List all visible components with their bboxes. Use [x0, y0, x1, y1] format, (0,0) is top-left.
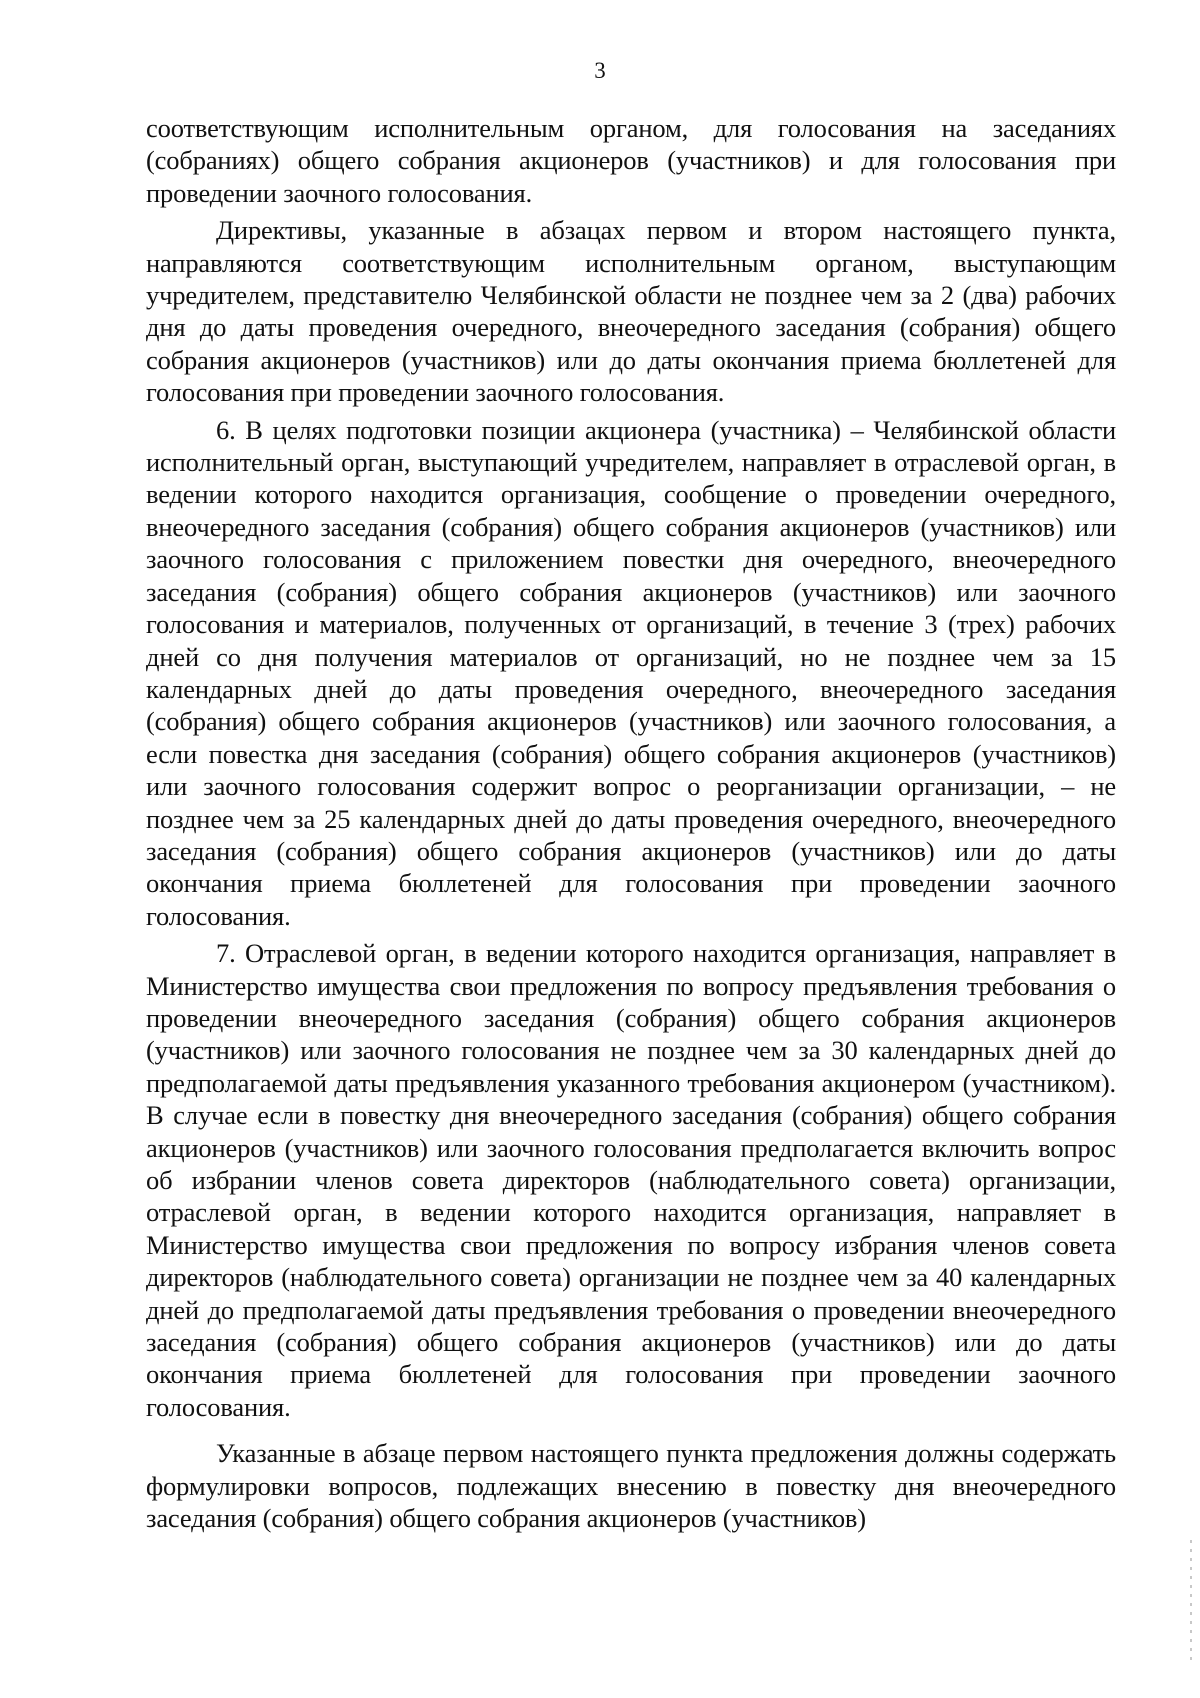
scan-edge-marks: [1190, 1540, 1192, 1660]
paragraph-continuation: соответствующим исполнительным органом, для голосования на заседаниях (собраниях) общего собрания акционеров (участников) и для голосования при проведении заочного голосования.: [146, 113, 1116, 208]
paragraph-directives: Директивы, указанные в абзацах первом и втором настоящего пункта, направляются соответствующим исполнительным органом, выступающим учредителем, представителю Челябинской области не позднее чем за 2 (два) рабочих дня до даты проведения очередного, внеочередного заседания (собрания) общего собрания акционеров (участников) или до даты окончания приема бюллетеней для голосования при проведении заочного голосования.: [146, 215, 1116, 408]
document-body: [146, 112, 1116, 1534]
paragraph-item-6: 6. В целях подготовки позиции акционера (участника) – Челябинской области исполнительный орган, выступающий учредителем, направляет в отраслевой орган, в ведении которого находится организация, сообщение о проведении очередного, внеочередного заседания (собрания) общего собрания акционеров (участников) или заочного голосования с приложением повестки дня очередного, внеочередного заседания (собрания) общего собрания акционеров (участников) или заочного голосования и материалов, полученных от организаций, в течение 3 (трех) рабочих дней со дня получения материалов от организаций, но не позднее чем за 15 календарных дней до даты проведения очередного, внеочередного заседания (собрания) общего собрания акционеров (участников) или заочного голосования, а если повестка дня заседания (собрания) общего собрания акционеров (участников) или заочного голосования содержит вопрос о реорганизации организации, – не позднее чем за 25 календарных дней до даты проведения очередного, внеочередного заседания (собрания) общего собрания акционеров (участников) или до даты окончания приема бюллетеней для голосования при проведении заочного голосования.: [146, 414, 1116, 931]
page-number: 3: [594, 58, 606, 83]
paragraph-item-7: 7. Отраслевой орган, в ведении которого находится организация, направляет в Министерство имущества свои предложения по вопросу предъявления требования о проведении внеочередного заседания (собрания) общего собрания акционеров (участников) или заочного голосования не позднее чем за 30 календарных дней до предполагаемой даты предъявления указанного требования акционером (участником). В случае если в повестку дня внеочередного заседания (собрания) общего собрания акционеров (участников) или заочного голосования предполагается включить вопрос об избрании членов совета директоров (наблюдательного совета) организации, отраслевой орган, в ведении которого находится организация, направляет в Министерство имущества свои предложения по вопросу избрания членов совета директоров (наблюдательного совета) организации не позднее чем за 40 календарных дней до предполагаемой даты предъявления требования о проведении внеочередного заседания (собрания) общего собрания акционеров (участников) или до даты окончания приема бюллетеней для голосования при проведении заочного голосования.: [146, 938, 1116, 1422]
paragraph-proposals: Указанные в абзаце первом настоящего пункта предложения должны содержать формулировки вопросов, подлежащих внесению в повестку дня внеочередного заседания (собрания) общего собрания акционеров (участников): [146, 1438, 1116, 1534]
